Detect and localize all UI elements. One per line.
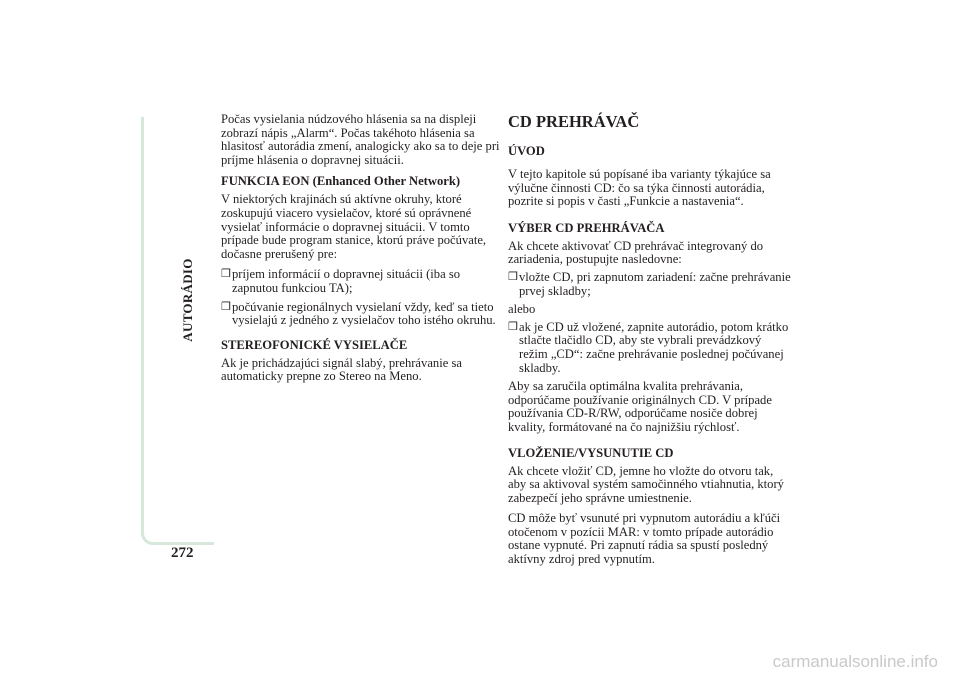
list-item-text: ak je CD už vložené, zapnite autorádio, potom krátko stlačte tlačidlo CD, aby ste vybrali prevádzkový režim „CD“: začne prehrávanie poslednej počúvanej skladby. bbox=[519, 319, 789, 375]
intro-heading: ÚVOD bbox=[508, 144, 545, 158]
checkbox-bullet-icon: ❒ bbox=[221, 300, 231, 313]
right-column bbox=[508, 113, 793, 574]
checkbox-bullet-icon: ❒ bbox=[508, 320, 518, 333]
page-number: 272 bbox=[171, 545, 194, 561]
insert-paragraph: Ak chcete vložiť CD, jemne ho vložte do otvoru tak, aby sa aktivoval systém samočinného vtiahnutia, ktorý zabezpečí jeho správne umiestnenie. bbox=[508, 463, 784, 505]
stereo-paragraph: Ak je prichádzajúci signál slabý, prehrávanie sa automaticky prepne zo Stereo na Meno. bbox=[221, 355, 462, 384]
list-item bbox=[221, 268, 503, 295]
section-label: AUTORÁDIO bbox=[180, 258, 195, 342]
select-paragraph: Ak chcete aktivovať CD prehrávač integrovaný do zariadenia, postupujte nasledovne: bbox=[508, 238, 764, 267]
insert-paragraph-2: CD môže byť vsunuté pri vypnutom autorádiu a kľúči otočenom v pozícii MAR: v tomto prípade autorádio ostane vypnuté. Pri zapnutí rádia sa spustí posledný aktívny zdroj pred vypnutím. bbox=[508, 511, 781, 567]
quality-paragraph: Aby sa zaručila optimálna kvalita prehrávania, odporúčame používanie originálnych CD. V prípade používania CD-R/RW, odporúčame nosiče dobrej kvality, formátované na čo najnižšiu rýchlosť. bbox=[508, 379, 772, 434]
left-column bbox=[221, 113, 503, 391]
insert-heading: VLOŽENIE/VYSUNUTIE CD bbox=[508, 445, 674, 460]
list-item-text: príjem informácií o dopravnej situácii (iba so zapnutou funkciou TA); bbox=[232, 267, 461, 295]
select-heading: VÝBER CD PREHRÁVAČA bbox=[508, 220, 665, 235]
checkbox-bullet-icon: ❒ bbox=[221, 268, 231, 281]
watermark: carmanualsonline.info bbox=[772, 652, 938, 671]
intro-paragraph: V tejto kapitole sú popísané iba varianty týkajúce sa výlučne činnosti CD: čo sa týka činnosti autorádia, pozrite si popis v časti „Funkcie a nastavenia“. bbox=[508, 167, 771, 209]
alternative-label: alebo bbox=[508, 302, 536, 317]
eon-heading: FUNKCIA EON (Enhanced Other Network) bbox=[221, 174, 461, 189]
eon-paragraph: V niektorých krajinách sú aktívne okruhy, ktoré zoskupujú viacero vysielačov, ktoré sú oprávnené vysielať informácie o dopravnej situácii. V tomto prípade bude program stanice, ktorú práve počúvate, dočasne prerušený pre: bbox=[221, 192, 487, 261]
list-item bbox=[508, 271, 793, 298]
stereo-heading: STEREOFONICKÉ VYSIELAČE bbox=[221, 337, 408, 352]
checkbox-bullet-icon: ❒ bbox=[508, 270, 518, 283]
list-item bbox=[508, 321, 793, 375]
emergency-paragraph: Počas vysielania núdzového hlásenia sa na displeji zobrazí nápis „Alarm“. Počas takéhoto hlásenia sa hlasitosť autorádia zmení, analogicky ako sa to deje pri príjme hlásenia o dopravnej situácii. bbox=[221, 112, 500, 167]
list-item bbox=[221, 301, 503, 328]
list-item-text: vložte CD, pri zapnutom zariadení: začne prehrávanie prvej skladby; bbox=[519, 269, 791, 298]
section-tab bbox=[178, 220, 198, 380]
list-item-text: počúvanie regionálnych vysielaní vždy, keď sa tieto vysielajú z jedného z vysielačov toho istého okruhu. bbox=[232, 299, 496, 328]
page-title: CD PREHRÁVAČ bbox=[508, 112, 640, 131]
